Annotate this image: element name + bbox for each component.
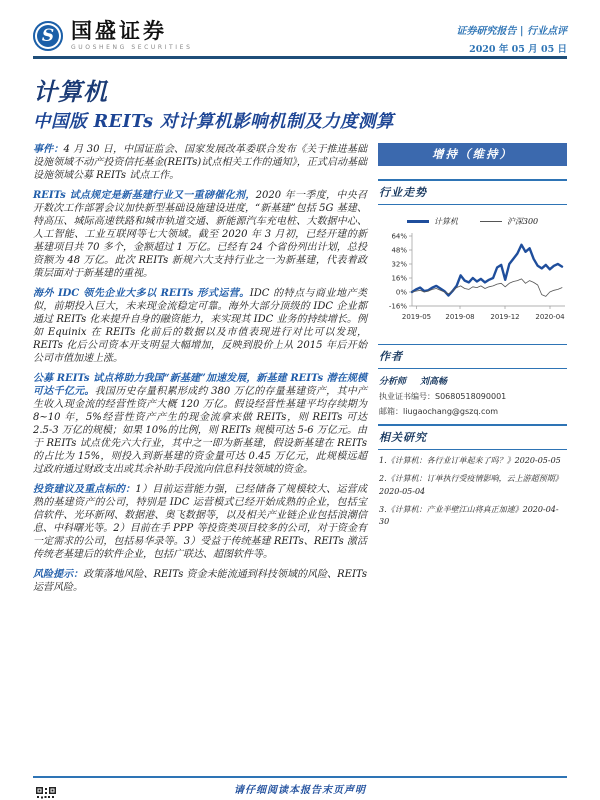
sidebar bbox=[378, 143, 567, 601]
qr-code bbox=[36, 787, 56, 800]
svg-text:64%: 64% bbox=[391, 232, 407, 241]
doc-type: 证券研究报告 | 行业点评 bbox=[456, 26, 567, 37]
brand-text bbox=[71, 20, 192, 51]
paragraph-lead: 风险提示： bbox=[33, 569, 84, 580]
trend-chart bbox=[378, 230, 567, 328]
trend-section-title: 行业走势 bbox=[379, 185, 427, 199]
related-heading: 相关研究 bbox=[379, 430, 427, 444]
guosheng-logo-icon bbox=[33, 21, 63, 51]
related-item: 1.《计算机：各行业订单起来了吗？》2020-05-05 bbox=[379, 455, 561, 465]
paragraph-text: 2020 年一季度，中央召开数次工作部署会议加快新型基础设施建设进度，“新基建”包括 5G 基建、特高压、城际高速铁路和城市轨道交通、新能源汽车充电桩、大数据中心、人工智能、工业互联网等七大领域。截至 2020 年 3 月初，已经开建的新基建项目共 70 多个，金额超过 1 万亿。已经有 24 个省份列出计划，总投资额为 48 万亿。此次 REITs 新规六大支持行业之一为新基建，代表着政策层面对于新基建的重视。 bbox=[33, 190, 367, 279]
legend-item-computer bbox=[407, 216, 458, 227]
svg-text:2019-05: 2019-05 bbox=[401, 312, 432, 321]
industry-title: 计算机 bbox=[33, 77, 108, 106]
paragraph-advice bbox=[33, 483, 367, 561]
paragraph-event bbox=[33, 143, 367, 182]
logo-letter: S bbox=[41, 25, 55, 46]
svg-text:2019-08: 2019-08 bbox=[445, 312, 475, 321]
legend-swatch-hs300 bbox=[480, 221, 502, 222]
svg-text:48%: 48% bbox=[391, 246, 407, 255]
analyst-email: 邮箱：liugaochang@gszq.com bbox=[379, 407, 499, 417]
svg-text:0%: 0% bbox=[395, 288, 407, 297]
svg-text:16%: 16% bbox=[391, 274, 407, 283]
analyst-line bbox=[378, 369, 567, 390]
related-list bbox=[378, 450, 567, 529]
footer-disclaimer: 请仔细阅读本报告末页声明 bbox=[234, 785, 366, 796]
author-section bbox=[378, 344, 567, 421]
legend-item-hs300 bbox=[480, 216, 538, 227]
related-section bbox=[378, 424, 567, 529]
svg-text:32%: 32% bbox=[391, 260, 407, 269]
brand-name-en: GUOSHENG SECURITIES bbox=[71, 44, 193, 51]
paragraph-text: 我国历史存量积累形成约 380 万亿的存量基建资产，其中产生收入现金流的经营性资产大概 120 万亿。假设经营性基建平均存续期为 8~10 年，5%经营性资产产生的现金流拿来做 REITs，则 REITs 可达 2.5-3 万亿的规模；如果 10%的比例，则 REITs 规模可达 5-6 万亿元。由于 REITs 试点优先六大行业，其中之一即为新基建，假设新基建在 REITs 的占比为 15%，则投入到新基建的资金量可达 0.45 万亿元，此规模远超过政府通过财政支出或其余补助手段流向信息科技领域的资金。 bbox=[33, 386, 367, 475]
analyst-name: 刘高畅 bbox=[420, 377, 448, 388]
chart-legend bbox=[378, 216, 567, 227]
brand-name: 国盛证券 bbox=[71, 18, 167, 43]
analyst-label: 分析师 bbox=[379, 377, 407, 388]
header-meta bbox=[456, 22, 567, 55]
svg-text:2020-04: 2020-04 bbox=[535, 312, 565, 321]
paragraph-catalyst bbox=[33, 189, 367, 280]
legend-label: 沪深300 bbox=[506, 216, 539, 226]
legend-label: 计算机 bbox=[433, 216, 458, 226]
paragraph-text: 政策落地风险、REITs 资金未能流通到科技领域的风险、REITs 运营风险。 bbox=[33, 569, 367, 593]
doc-date: 2020 年 05 月 05 日 bbox=[469, 44, 567, 55]
paragraph-idc bbox=[33, 287, 367, 365]
report-title: 中国版 REITs 对计算机影响机制及力度测算 bbox=[33, 112, 395, 132]
trend-chart-svg bbox=[378, 230, 567, 324]
report-header bbox=[33, 20, 567, 58]
svg-text:-16%: -16% bbox=[388, 302, 407, 311]
paragraph-lead: REITs 试点规定是新基建行业又一重磅催化剂， bbox=[33, 190, 256, 201]
paragraph-risk bbox=[33, 568, 367, 594]
paragraph-lead: 事件： bbox=[33, 144, 64, 155]
main-column bbox=[33, 143, 367, 601]
paragraph-lead: 公募 REITs 试点将助力我国“新基建”加速发展，新基建 REITs 潜在规模可达千亿元。 bbox=[33, 373, 367, 397]
related-item: 2.《计算机：订单执行受疫情影响，云上游超预期》2020-05-04 bbox=[379, 474, 563, 496]
header-divider bbox=[33, 56, 567, 59]
svg-text:2019-12: 2019-12 bbox=[490, 312, 520, 321]
paragraph-text: 1）目前运营能力强，已经储备了规模较大、运营成熟的基建资产的公司，特别是 IDC 运营模式已经开始成熟的企业，包括宝信软件、光环新网、数据港、奥飞数据等，以及相关产业链企业包括浪潮信息、中科曙光等。2）目前在手 PPP 等投资类项目较多的公司，对于资金有一定需求的公司，包括易华录等。3）受益于传统基建 REITs、REITs 激活传统老基建后的软件企业，包括广联达、超图软件等。 bbox=[33, 484, 367, 560]
divider bbox=[378, 204, 567, 205]
analyst-cert: 执业证书编号：S0680518090001 bbox=[379, 392, 507, 402]
paragraph-text: 4 月 30 日，中国证监会、国家发展改革委联合发布《关于推进基础设施领域不动产投资信托基金(REITs)试点相关工作的通知》，正式启动基础设施领域公募 REITs 试点工作。 bbox=[33, 144, 368, 181]
paragraph-lead: 海外 IDC 领先企业大多以 REITs 形式运营。 bbox=[33, 288, 250, 299]
paragraph-scale bbox=[33, 372, 367, 476]
paragraph-lead: 投资建议及重点标的： bbox=[33, 484, 136, 495]
legend-swatch-computer bbox=[407, 220, 429, 223]
footer-divider bbox=[33, 776, 567, 778]
paragraph-text: IDC 的特点与商业地产类似，前期投入巨大，未来现金流稳定可靠。海外大部分顶级的 IDC 企业都通过 REITs 化来提升自身的融资能力，来实现其 IDC 业务的持续增长。例如 Equinix 在 REITs 化前后的数据以及市值表现进行对比可以发现，REITs 化后公司资本开支明显大幅增加，反映到股价上从 2015 年后开始公司市值加速上涨。 bbox=[33, 288, 367, 364]
rating-badge: 增持（维持） bbox=[378, 143, 567, 166]
content bbox=[33, 143, 567, 601]
author-heading: 作者 bbox=[379, 350, 403, 364]
related-item: 3.《计算机：产业半壁江山将真正加速》2020-04-30 bbox=[379, 504, 559, 527]
